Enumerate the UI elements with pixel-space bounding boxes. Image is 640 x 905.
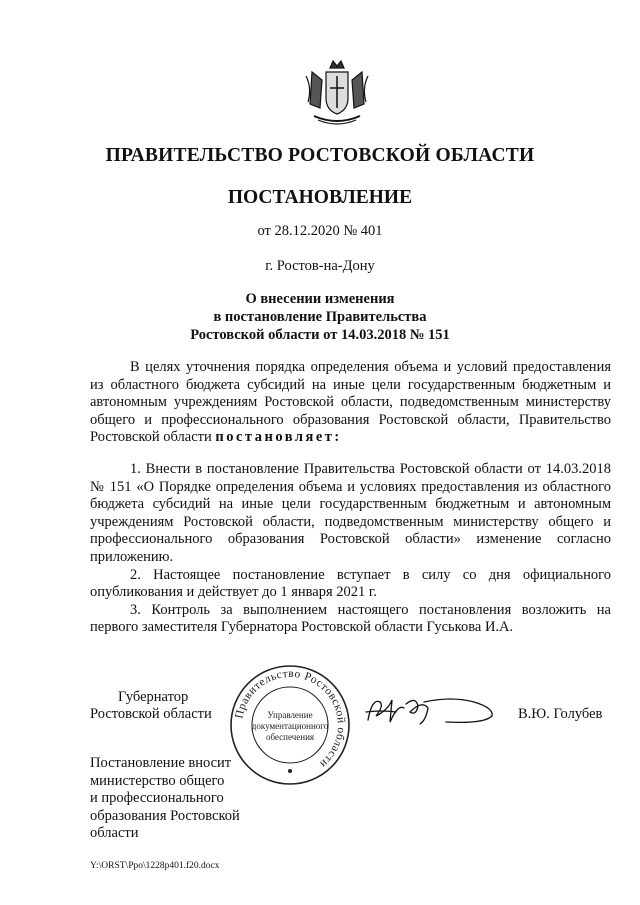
document-heading [0, 290, 640, 344]
note-line: министерство общего [90, 772, 225, 789]
resolution-items [90, 461, 611, 637]
document-city: г. Ростов-на-Дону [265, 258, 375, 274]
note-line: и профессионального [90, 790, 224, 806]
heading-line: О внесении изменения [245, 291, 395, 307]
preamble-text: В целях уточнения порядка определения объема и условий предоставления из областного бюджета субсидий на иные цели государственным бюджетным и автономным учреждениям Ростовской области, подведомственным министерству общего и профессионального образования Ростовской области, Правительство Ростовской области [90, 359, 611, 446]
handwritten-signature [362, 690, 502, 734]
stamp-ring-text: Правительство Ростовской области [233, 667, 348, 771]
file-path: Y:\ORST\Ppo\1228p401.f20.docx [90, 861, 220, 871]
resolution-item: 2. Настоящее постановление вступает в силу со дня официального опубликования и действует до 1 января 2021 г. [90, 566, 611, 601]
note-line: области [90, 825, 139, 841]
coat-of-arms-emblem [304, 58, 370, 128]
government-title: ПРАВИТЕЛЬСТВО РОСТОВСКОЙ ОБЛАСТИ [105, 145, 535, 166]
signatory-name: В.Ю. Голубев [518, 706, 603, 722]
stamp-center-line: обеспечения [265, 732, 315, 742]
stamp-center-line: Управление [267, 710, 313, 720]
stamp-center-line: документационного [251, 721, 329, 731]
signatory-position-line1: Губернатор [118, 689, 189, 705]
note-line: Постановление вносит [90, 755, 232, 771]
preamble-paragraph [90, 359, 611, 447]
submitter-note [90, 755, 260, 843]
resolution-item: 3. Контроль за выполнением настоящего постановления возложить на первого заместителя Губернатора Ростовской области Гуськова И.А. [90, 601, 611, 636]
resolution-item: 1. Внести в постановление Правительства Ростовской области от 14.03.2018 № 151 «О Порядке определения объема и условиях предоставления из областного бюджета субсидий на иные цели государственным бюджетным и автономным учреждениям Ростовской области, подведомственным министерству общего и профессионального образования Ростовской области» изменение согласно приложению. [90, 461, 611, 565]
heading-line: Ростовской области от 14.03.2018 № 151 [190, 327, 450, 343]
resolves-word: постановляет: [215, 429, 342, 446]
document-type: ПОСТАНОВЛЕНИЕ [227, 187, 413, 208]
note-line: образования Ростовской [90, 807, 240, 824]
signatory-position-line2: Ростовской области [90, 706, 212, 722]
heading-line: в постановление Правительства [213, 309, 427, 325]
document-date-number: от 28.12.2020 № 401 [257, 223, 383, 239]
